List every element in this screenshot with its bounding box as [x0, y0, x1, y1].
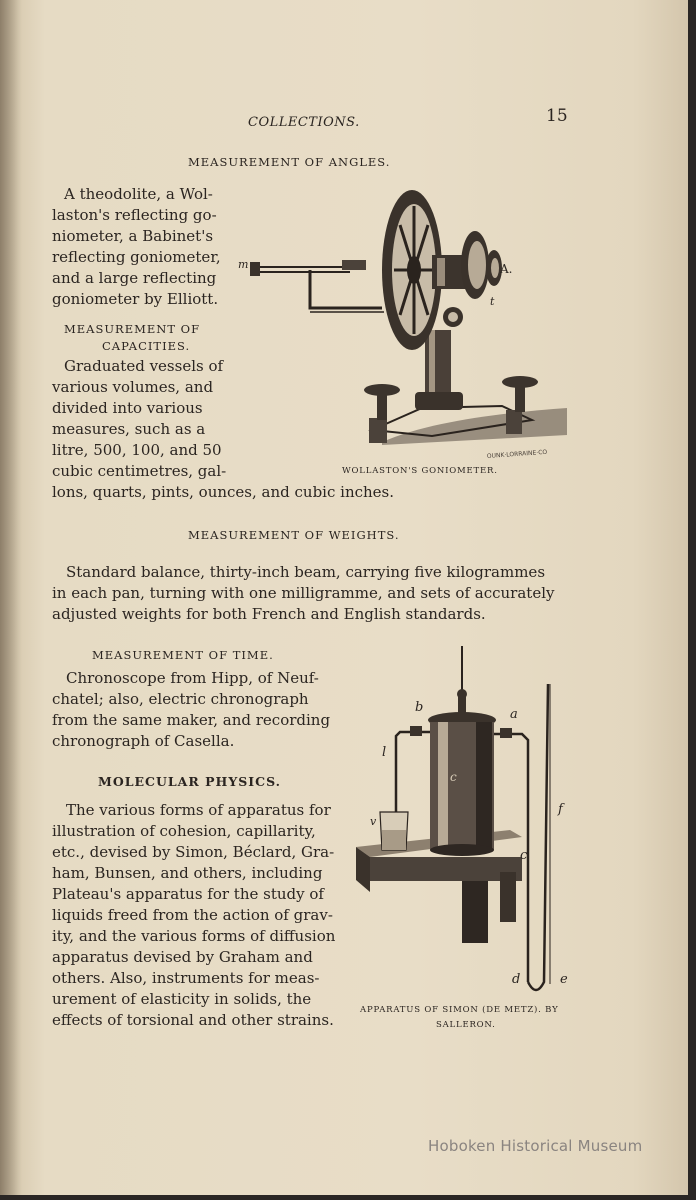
- weights-paragraph: [52, 562, 572, 625]
- text-line: reflecting goniometer,: [52, 248, 221, 266]
- time-paragraph: [52, 668, 342, 752]
- figure-label-a: A.: [500, 262, 513, 276]
- text-line: effects of torsional and other strains.: [52, 1011, 334, 1029]
- text-line: and a large reflecting: [52, 269, 217, 287]
- text-line: ham, Bunsen, and others, including: [52, 864, 323, 882]
- heading-capacities-line1: MEASUREMENT OF: [64, 322, 201, 336]
- capacities-paragraph: [52, 356, 230, 482]
- text-line: cubic centimetres, gal-: [52, 462, 227, 480]
- watermark: Hoboken Historical Museum: [428, 1137, 643, 1155]
- goniometer-illustration: [232, 180, 577, 470]
- text-line: laston's reflecting go-: [52, 206, 217, 224]
- text-line: urement of elasticity in solids, the: [52, 990, 312, 1008]
- molecular-paragraph: [52, 800, 344, 1031]
- text-line: niometer, a Babinet's: [52, 227, 214, 245]
- text-line: litre, 500, 100, and 50: [52, 441, 222, 459]
- figure-label-v: v: [370, 815, 377, 828]
- figure-label-c-inner: c: [450, 770, 457, 784]
- text-line: Chronoscope from Hipp, of Neuf-: [66, 669, 319, 687]
- figure-label-c-tube: c: [520, 848, 528, 863]
- text-line: Graduated vessels of: [64, 357, 224, 375]
- capacities-last-line: lons, quarts, pints, ounces, and cubic inches.: [52, 483, 395, 501]
- text-line: various volumes, and: [52, 378, 214, 396]
- simon-caption-line2: SALLERON.: [436, 1020, 496, 1030]
- running-title: COLLECTIONS.: [248, 115, 360, 130]
- figure-label-t: t: [490, 295, 495, 308]
- text-line: measures, such as a: [52, 420, 206, 438]
- figure-label-m: m: [238, 258, 249, 271]
- text-line: from the same maker, and recording: [52, 711, 331, 729]
- page-number: 15: [546, 106, 568, 126]
- svg-text:OUNK·LORRAINE·CO: OUNK·LORRAINE·CO: [486, 448, 548, 460]
- text-line: chatel; also, electric chronograph: [52, 690, 309, 708]
- text-line: liquids freed from the action of grav-: [52, 906, 333, 924]
- figure-label-a2: a: [510, 707, 518, 722]
- text-line: The various forms of apparatus for: [66, 801, 331, 819]
- figure-label-e: e: [560, 972, 568, 987]
- heading-time: MEASUREMENT OF TIME.: [92, 648, 274, 662]
- heading-capacities-line2: CAPACITIES.: [102, 339, 191, 353]
- heading-weights: MEASUREMENT OF WEIGHTS.: [188, 528, 400, 542]
- text-line: apparatus devised by Graham and: [52, 948, 313, 966]
- figure-label-d: d: [512, 972, 521, 987]
- heading-molecular: MOLECULAR PHYSICS.: [98, 774, 282, 789]
- text-line: Plateau's apparatus for the study of: [52, 885, 324, 903]
- figure-label-f: f: [558, 802, 563, 817]
- goniometer-caption: WOLLASTON'S GONIOMETER.: [342, 466, 498, 476]
- text-line: Standard balance, thirty-inch beam, carrying five kilogrammes: [66, 563, 546, 581]
- text-line: goniometer by Elliott.: [52, 290, 219, 308]
- text-line: illustration of cohesion, capillarity,: [52, 822, 316, 840]
- simon-caption-line1: APPARATUS OF SIMON (DE METZ). BY: [360, 1005, 559, 1015]
- text-line: others. Also, instruments for meas-: [52, 969, 320, 987]
- figure-label-l: l: [382, 745, 387, 760]
- heading-angles: MEASUREMENT OF ANGLES.: [188, 155, 391, 169]
- text-line: A theodolite, a Wol-: [64, 185, 213, 203]
- figure-label-b: b: [415, 700, 424, 715]
- text-line: ity, and the various forms of diffusion: [52, 927, 336, 945]
- text-line: divided into various: [52, 399, 203, 417]
- text-line: etc., devised by Simon, Béclard, Gra-: [52, 843, 335, 861]
- text-line: adjusted weights for both French and English standards.: [52, 605, 486, 623]
- text-line: chronograph of Casella.: [52, 732, 235, 750]
- text-line: in each pan, turning with one milligramme, and sets of accurately: [52, 584, 555, 602]
- angles-paragraph: [52, 184, 232, 310]
- simon-apparatus-illustration: [350, 642, 576, 1002]
